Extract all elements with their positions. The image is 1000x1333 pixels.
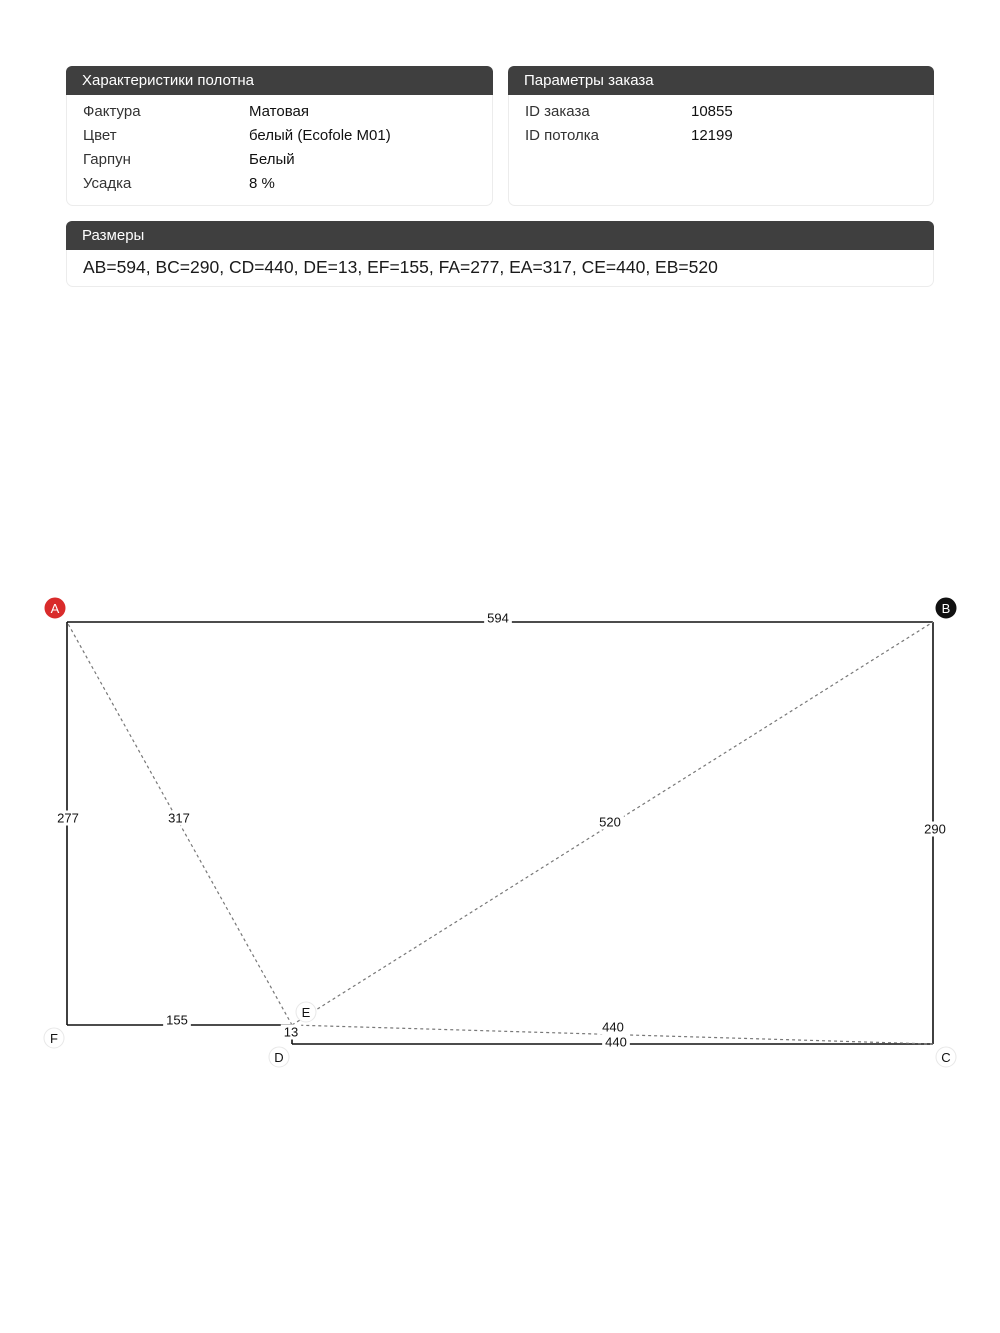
ceiling-id-value: 12199 bbox=[691, 127, 733, 144]
diagonal-length-EB: 520 bbox=[599, 814, 621, 830]
order-id-label: ID заказа bbox=[525, 103, 590, 120]
color-label: Цвет bbox=[83, 127, 117, 144]
vertex-C-label: C bbox=[941, 1050, 951, 1065]
wall-length-AB: 594 bbox=[487, 610, 509, 626]
harpoon-value: Белый bbox=[249, 151, 295, 168]
texture-value: Матовая bbox=[249, 103, 309, 120]
diagonal-length-EA: 317 bbox=[168, 810, 190, 826]
wall-length-DE: 13 bbox=[283, 1024, 299, 1040]
vertex-A-label: A bbox=[50, 601, 60, 616]
texture-label: Фактура bbox=[83, 103, 141, 120]
color-value: белый (Ecofole M01) bbox=[249, 127, 391, 144]
canvas-characteristics-title: Характеристики полотна bbox=[66, 66, 493, 95]
vertex-E-label: E bbox=[301, 1005, 311, 1020]
vertex-B-label: B bbox=[941, 601, 951, 616]
wall-length-FA: 277 bbox=[57, 810, 79, 826]
vertex-D-label: D bbox=[274, 1050, 284, 1065]
harpoon-label: Гарпун bbox=[83, 151, 131, 168]
sizes-text: AB=594, BC=290, CD=440, DE=13, EF=155, FA=277, EA=317, CE=440, EB=520 bbox=[83, 257, 718, 277]
order-id-value: 10855 bbox=[691, 103, 733, 120]
vertex-F-label: F bbox=[50, 1031, 58, 1046]
wall-length-BC: 290 bbox=[924, 821, 946, 837]
shrinkage-value: 8 % bbox=[249, 175, 275, 192]
order-parameters-title: Параметры заказа bbox=[508, 66, 934, 95]
diagonal-length-CE: 440 bbox=[602, 1019, 624, 1035]
sizes-title: Размеры bbox=[66, 221, 934, 250]
wall-length-CD: 440 bbox=[605, 1034, 627, 1050]
wall-length-EF: 155 bbox=[166, 1012, 188, 1028]
shrinkage-label: Усадка bbox=[83, 175, 132, 192]
ceiling-id-label: ID потолка bbox=[525, 127, 600, 144]
